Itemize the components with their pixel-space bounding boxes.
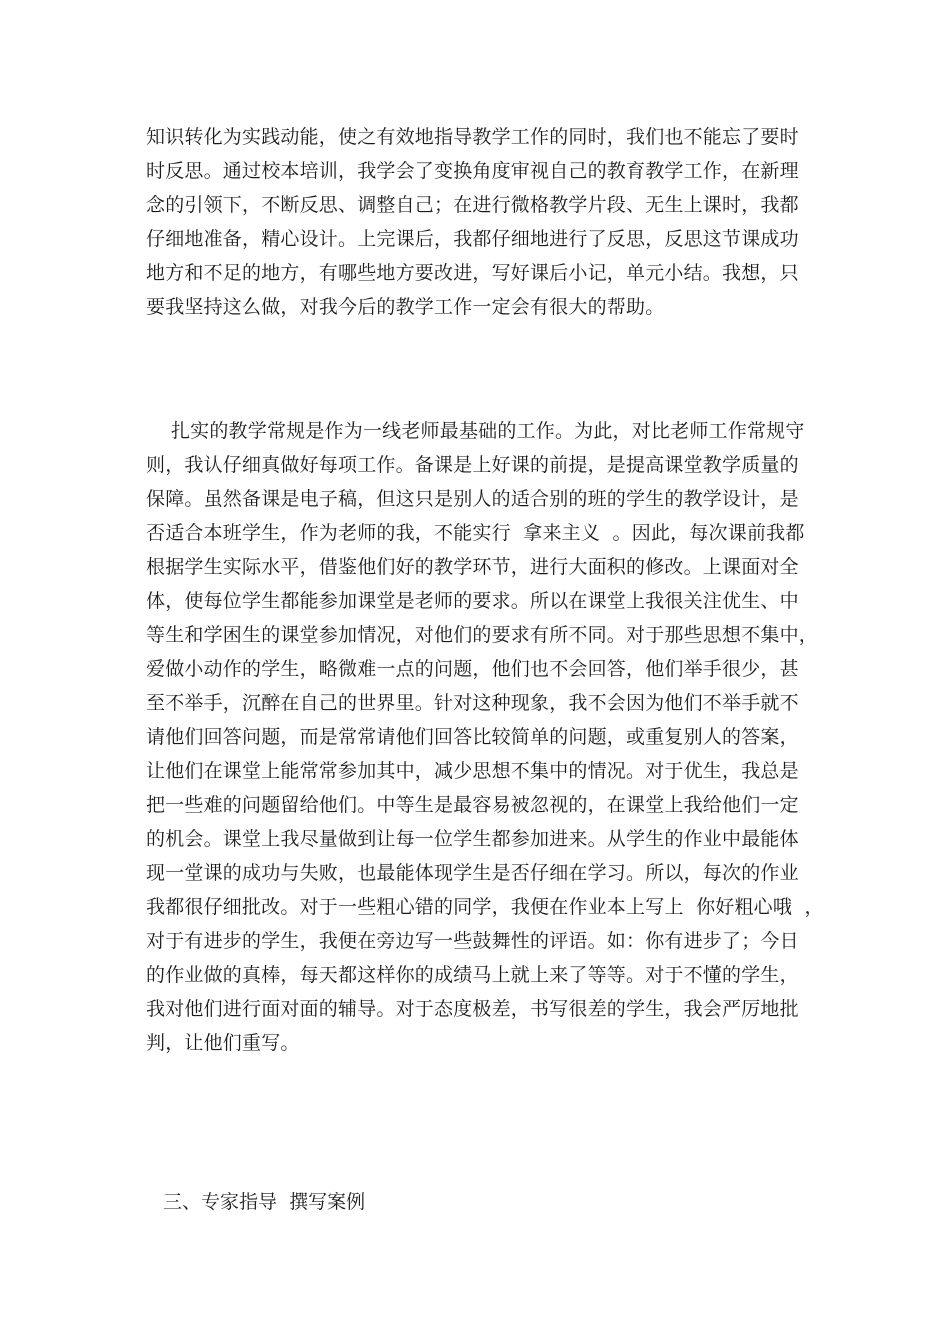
text-line: 现一堂课的成功与失败，也最能体现学生是否仔细在学习。所以，每次的作业 xyxy=(146,862,799,884)
text-line: 地方和不足的地方，有哪些地方要改进，写好课后小记，单元小结。我想，只 xyxy=(146,262,799,284)
text-line: 爱做小动作的学生，略微难一点的问题，他们也不会回答，他们举手很少，甚 xyxy=(146,658,799,680)
text-line: 请他们回答问题，而是常常请他们回答比较简单的问题，或重复别人的答案， xyxy=(146,726,799,748)
text-line: 仔细地准备，精心设计。上完课后，我都仔细地进行了反思，反思这节课成功 xyxy=(146,228,799,250)
text-line: 则，我认仔细真做好每项工作。备课是上好课的前提，是提高课堂教学质量的 xyxy=(146,454,799,476)
section-heading: 三、专家指导 撰写案例 xyxy=(163,1191,366,1213)
text-line: 体，使每位学生都能参加课堂是老师的要求。所以在课堂上我很关注优生、中 xyxy=(146,590,799,612)
text-line: 念的引领下，不断反思、调整自己；在进行微格教学片段、无生上课时，我都 xyxy=(146,194,799,216)
text-line: 对于有进步的学生，我便在旁边写一些鼓舞性的评语。如：你有进步了；今日 xyxy=(146,930,799,952)
text-line: 保障。虽然备课是电子稿，但这只是别人的适合别的班的学生的教学设计，是 xyxy=(146,488,799,510)
text-line: 否适合本班学生，作为老师的我，不能实行 拿来主义 。因此，每次课前我都 xyxy=(146,522,805,544)
text-line: 让他们在课堂上能常常参加其中，减少思想不集中的情况。对于优生，我总是 xyxy=(146,760,799,782)
text-line: 等生和学困生的课堂参加情况，对他们的要求有所不同。对于那些思想不集中， xyxy=(146,624,819,646)
text-line: 把一些难的问题留给他们。中等生是最容易被忽视的，在课堂上我给他们一定 xyxy=(146,794,799,816)
text-line: 要我坚持这么做，对我今后的教学工作一定会有很大的帮助。 xyxy=(146,296,665,318)
text-line: 根据学生实际水平，借鉴他们好的教学环节，进行大面积的修改。上课面对全 xyxy=(146,556,799,578)
text-line: 知识转化为实践动能，使之有效地指导教学工作的同时，我们也不能忘了要时 xyxy=(146,126,799,148)
text-line: 时反思。通过校本培训，我学会了变换角度审视自己的教育教学工作，在新理 xyxy=(146,160,799,182)
text-line: 我对他们进行面对面的辅导。对于态度极差，书写很差的学生，我会严厉地批 xyxy=(146,998,799,1020)
text-line: 我都很仔细批改。对于一些粗心错的同学，我便在作业本上写上 你好粗心哦 ， xyxy=(146,896,824,918)
text-line: 的机会。课堂上我尽量做到让每一位学生都参加进来。从学生的作业中最能体 xyxy=(146,828,799,850)
text-line: 扎实的教学常规是作为一线老师最基础的工作。为此，对比老师工作常规守 xyxy=(146,420,805,442)
text-line: 的作业做的真棒，每天都这样你的成绩马上就上来了等等。对于不懂的学生， xyxy=(146,964,799,986)
text-line: 判，让他们重写。 xyxy=(146,1032,300,1054)
text-line: 至不举手，沉醉在自己的世界里。针对这种现象，我不会因为他们不举手就不 xyxy=(146,692,799,714)
